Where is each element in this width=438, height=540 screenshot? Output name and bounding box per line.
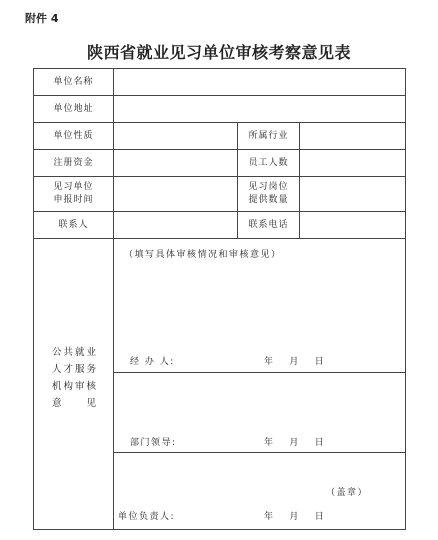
label-unit-name: 单位名称: [34, 69, 114, 95]
label-opinion: [34, 239, 114, 529]
phone-value: [300, 212, 405, 238]
opinion-label-line: 公共就业: [52, 347, 99, 358]
row-apply-time: [34, 177, 405, 212]
contact-value: [114, 212, 238, 238]
seal-label: （盖章）: [326, 488, 369, 498]
dept-leader-label: 部门领导:: [130, 438, 177, 448]
row-unit-nature: [34, 123, 405, 150]
opinion-label-line: 意 见: [52, 398, 99, 409]
review-form-table: [33, 68, 406, 530]
label-contact: 联系人: [34, 212, 114, 238]
label-apply-time-line1: 见习单位: [53, 182, 94, 192]
label-registered-capital: 注册资金: [34, 150, 114, 176]
opinion-instruction: （填写具体审核情况和审核意见）: [124, 250, 282, 260]
positions-value: [300, 177, 405, 211]
label-positions-line2: 提供数量: [248, 195, 289, 205]
row-opinion: [34, 239, 405, 529]
unit-head-label: 单位负责人:: [118, 512, 176, 522]
handler-date: 年 月 日: [264, 357, 326, 367]
opinion-label-line: 人才服务: [52, 364, 99, 375]
row-unit-name: [34, 69, 405, 96]
row-registered-capital: [34, 150, 405, 177]
opinion-label-line: 机构审核: [52, 381, 99, 392]
unit-head-date: 年 月 日: [264, 512, 326, 522]
industry-value: [300, 123, 405, 149]
opinion-dept-section: [114, 373, 405, 453]
unit-nature-value: [114, 123, 238, 149]
label-employees: 员工人数: [238, 150, 300, 176]
opinion-handler-section: [114, 239, 405, 373]
label-unit-address: 单位地址: [34, 96, 114, 122]
unit-name-value: [114, 69, 405, 95]
label-unit-nature: 单位性质: [34, 123, 114, 149]
label-apply-time-line2: 申报时间: [53, 195, 94, 205]
dept-leader-date: 年 月 日: [264, 438, 326, 448]
opinion-unit-section: [114, 453, 405, 529]
registered-capital-value: [114, 150, 238, 176]
opinion-label-text: [52, 344, 98, 412]
row-unit-address: [34, 96, 405, 123]
label-phone: 联系电话: [238, 212, 300, 238]
form-title: 陕西省就业见习单位审核考察意见表: [86, 43, 351, 62]
label-positions-line1: 见习岗位: [248, 182, 289, 192]
label-positions: [238, 177, 300, 211]
annex-label: 附件 4: [25, 12, 59, 25]
apply-time-value: [114, 177, 238, 211]
row-contact: [34, 212, 405, 239]
label-apply-time: [34, 177, 114, 211]
employees-value: [300, 150, 405, 176]
label-industry: 所属行业: [238, 123, 300, 149]
unit-address-value: [114, 96, 405, 122]
handler-label: 经 办 人:: [130, 357, 175, 367]
